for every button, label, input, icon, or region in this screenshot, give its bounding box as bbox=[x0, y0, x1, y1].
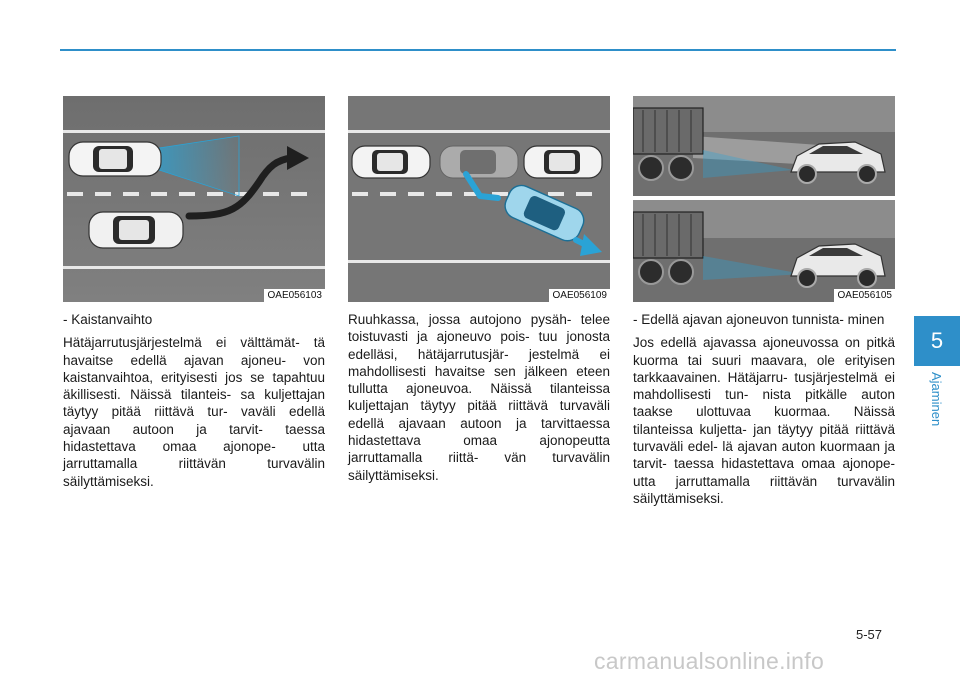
image-code: OAE056103 bbox=[264, 289, 326, 302]
figure-vehicle-detection bbox=[633, 96, 895, 302]
truck-load-illustration bbox=[633, 96, 895, 302]
traffic-jam-illustration bbox=[348, 96, 610, 302]
column-traffic-jam bbox=[348, 96, 610, 490]
section-heading: - Kaistanvaihto bbox=[63, 312, 153, 327]
column-text bbox=[633, 311, 895, 507]
column-lane-change bbox=[63, 96, 325, 496]
watermark: carmanualsonline.info bbox=[594, 648, 825, 674]
figure-lane-change bbox=[63, 96, 325, 302]
page-number: 5-57 bbox=[856, 627, 883, 642]
stopped-car-icon bbox=[524, 146, 602, 178]
own-car-icon bbox=[89, 212, 183, 248]
section-heading: - Edellä ajavan ajoneuvon tunnista- minen bbox=[633, 312, 885, 327]
column-text bbox=[63, 311, 325, 490]
ghost-car-icon bbox=[440, 146, 518, 178]
paragraph: Jos edellä ajavassa ajoneuvossa on pitkä kuorma tai suuri maavara, ole erityisen tarkkaavainen. Hätäjarru- tusjärjestelmä ei mahdollisesti tun- nista pitkälle auton taakse ulottuvaa kuormaa. Näissä tilanteissa kuljetta- jan täytyy pitää riittävä turvaväli edel- lä ajavan auton kuormaan ja tarvit- taessa hidastettava omaa ajonope- utta jarruttamalla riittävän turvavälin säilyttämiseksi. bbox=[633, 335, 895, 506]
chapter-title: Ajaminen bbox=[929, 372, 944, 427]
front-car-icon bbox=[69, 142, 161, 176]
image-code: OAE056109 bbox=[549, 289, 611, 302]
image-code: OAE056105 bbox=[834, 289, 896, 302]
header-rule bbox=[60, 49, 896, 51]
own-car-icon bbox=[352, 146, 430, 178]
chapter-number-tab: 5 bbox=[914, 316, 960, 366]
paragraph: Hätäjarrutusjärjestelmä ei välttämät- tä havaitse edellä ajavan ajoneu- von kaistanvaihtoa, erityisesti jos se tapahtuu äkillisesti. Näissä tilanteis- sa kuljettajan täytyy pitää riittävä tur- vaväli edellä ajavaan autoon ja tarvit- taessa hidastettava omaa ajonope- utta jarruttamalla riittävän turvavälin säilyttämiseksi. bbox=[63, 335, 325, 489]
column-vehicle-detection bbox=[633, 96, 895, 513]
paragraph: Ruuhkassa, jossa autojono pysäh- telee toistuvasti ja ajoneuvo pois- tuu jonosta edelläsi, hätäjarrutusjär- jestelmä ei mahdollisesti havaitse sen jälkeen eteen tullutta ajoneuvoa. Näissä tilanteissa kuljettajan täytyy pitää riittävä turvaväli edellä ajavaan autoon ja tarvittaessa hidastettava omaa ajonopeutta jarruttamalla riittä- vän turvavälin säilyttämiseksi. bbox=[348, 312, 610, 483]
lane-change-illustration bbox=[63, 96, 325, 302]
column-text bbox=[348, 311, 610, 484]
figure-traffic-jam bbox=[348, 96, 610, 302]
